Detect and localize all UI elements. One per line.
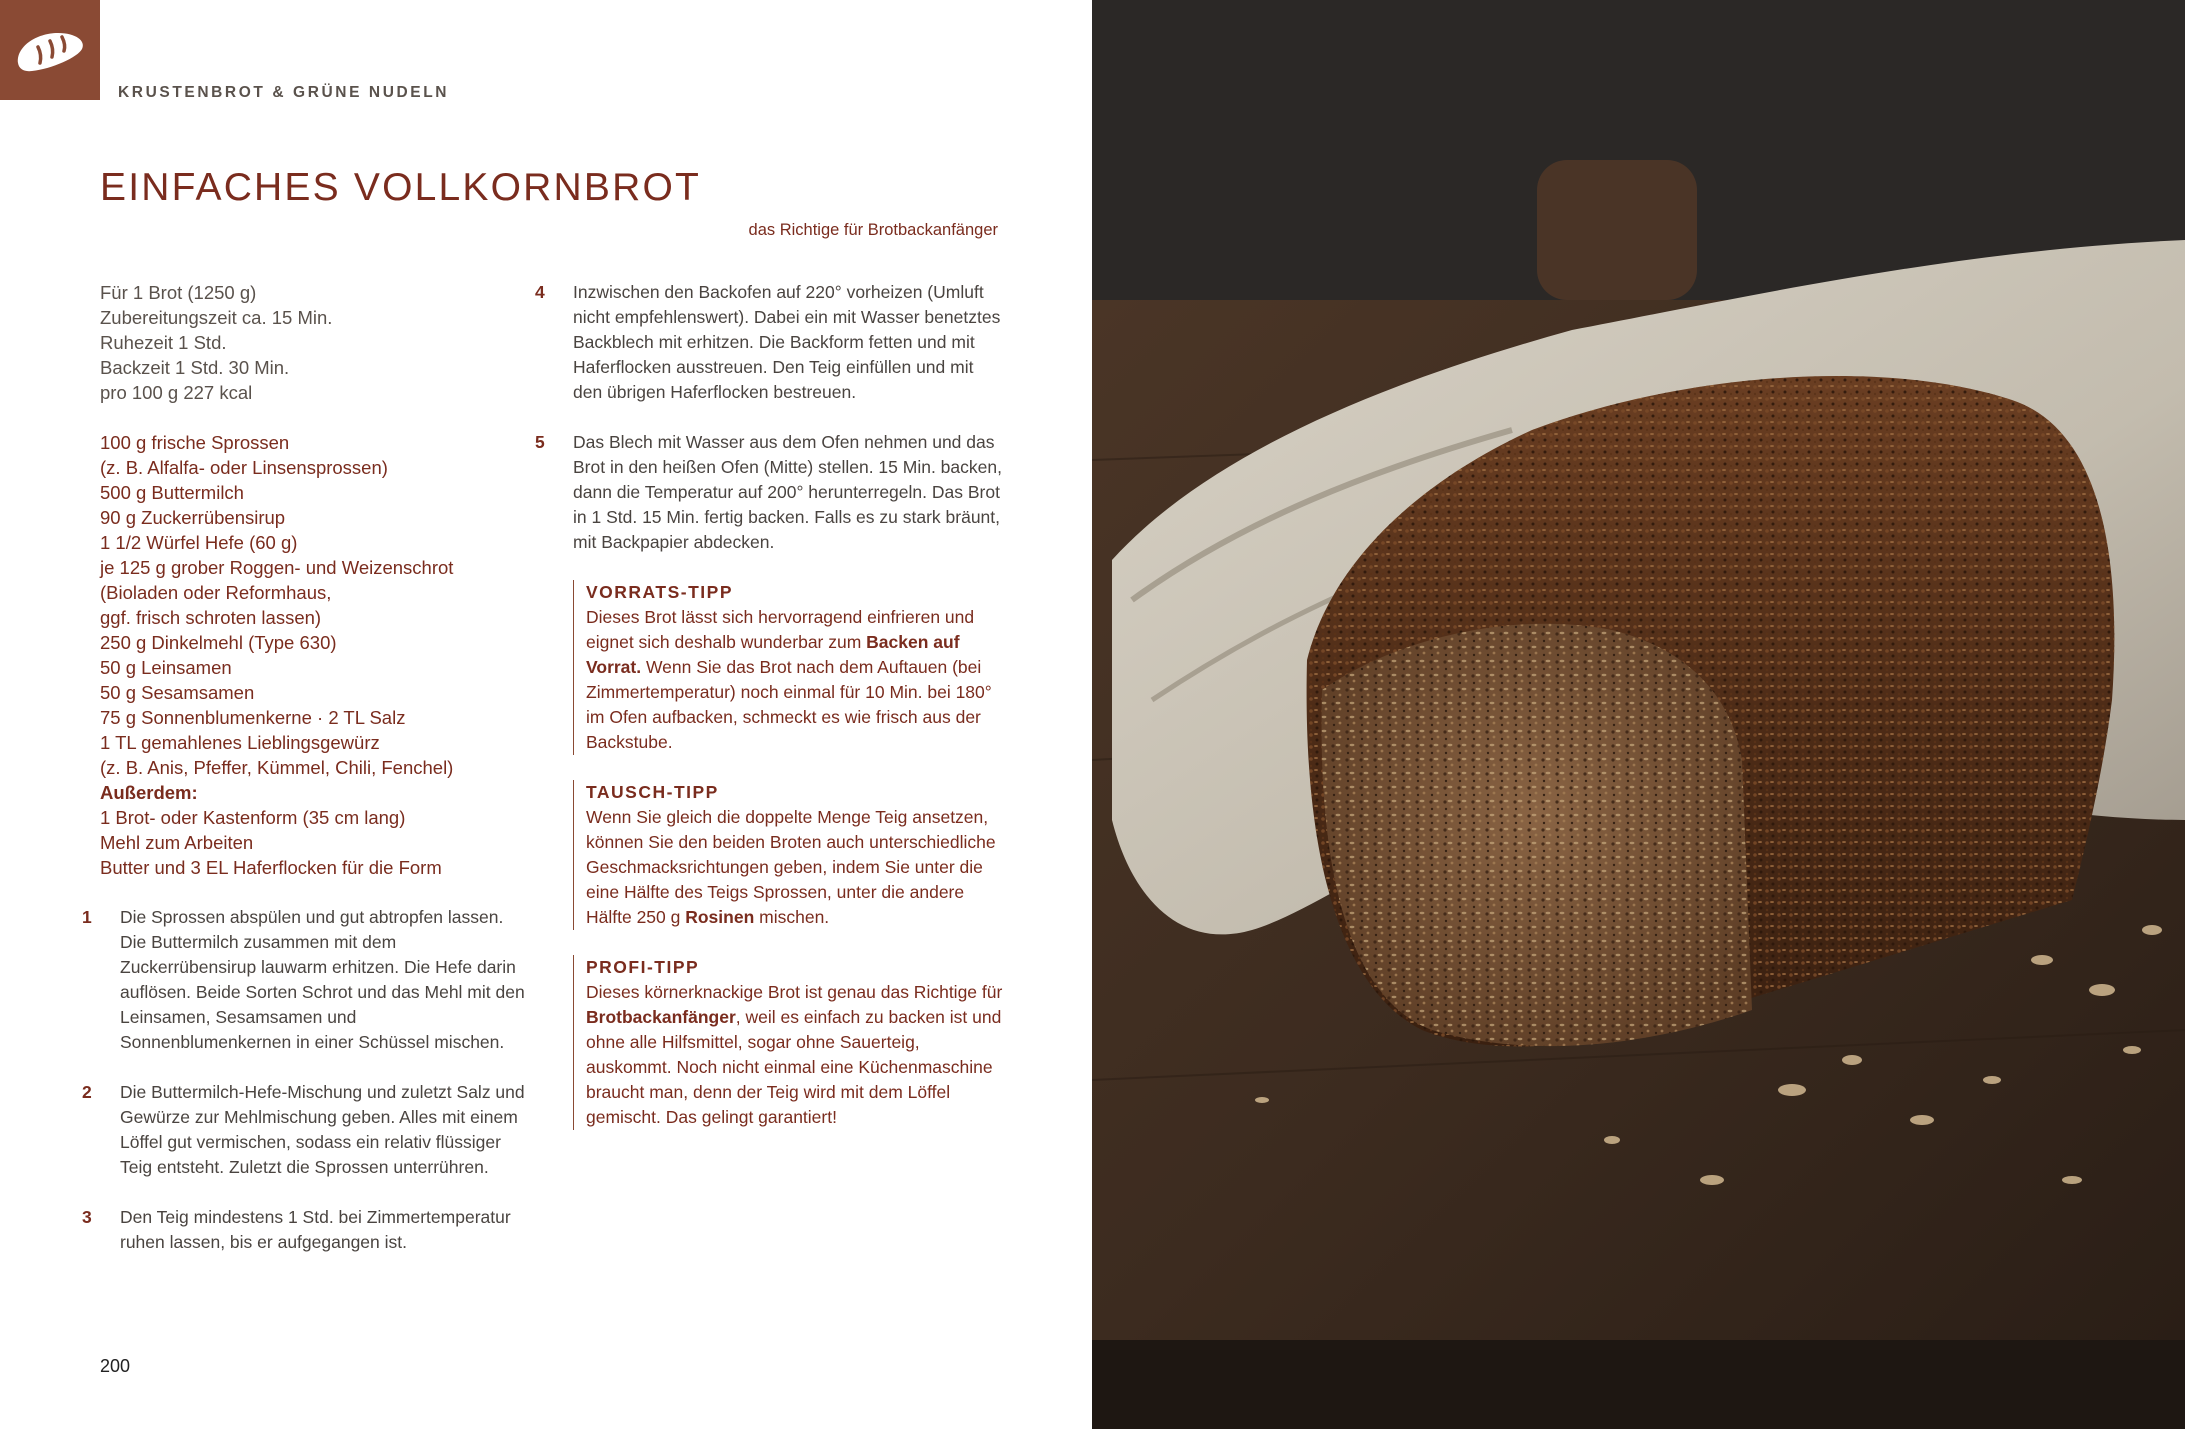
tip-tausch: [573, 780, 1005, 930]
step-5: [535, 430, 1005, 555]
ingredient-line: 250 g Dinkelmehl (Type 630): [100, 632, 337, 653]
step-text: Das Blech mit Wasser aus dem Ofen nehmen und das Brot in den heißen Ofen (Mitte) stellen. 15 Min. backen, dann die Temperatur auf 200° herunterregeln. Das Brot in 1 Std. 15 Min. fertig backen. Falls es zu stark bräunt, mit Backpapier abdecken.: [573, 432, 1002, 552]
tip-title: TAUSCH-TIPP: [586, 782, 719, 802]
step-2: [82, 1080, 530, 1180]
step-number: 4: [535, 282, 545, 302]
ingredient-line: 1 1/2 Würfel Hefe (60 g): [100, 532, 298, 553]
bread-photo: [1092, 0, 2185, 1429]
ingredient-line: (z. B. Alfalfa- oder Linsensprossen): [100, 457, 388, 478]
ingredient-line: 1 Brot- oder Kastenform (35 cm lang): [100, 807, 406, 828]
step-number: 1: [82, 907, 92, 927]
ingredient-line: Mehl zum Arbeiten: [100, 832, 254, 853]
step-number: 5: [535, 432, 545, 452]
tip-text-part: Dieses Brot lässt sich hervorragend einfrieren und eignet sich deshalb wunderbar zum: [586, 607, 975, 652]
tip-vorrats: [573, 580, 1005, 755]
meta-line: Zubereitungszeit ca. 15 Min.: [100, 307, 333, 328]
tip-title: PROFI-TIPP: [586, 957, 700, 977]
tip-title: VORRATS-TIPP: [586, 582, 733, 602]
chapter-heading: KRUSTENBROT & GRÜNE NUDELN: [118, 84, 450, 101]
page-number: 200: [100, 1356, 131, 1376]
bread-icon: [12, 25, 88, 75]
left-page: [0, 0, 1092, 1429]
tip-profi: [573, 955, 1005, 1130]
ingredient-line: (z. B. Anis, Pfeffer, Kümmel, Chili, Fenchel): [100, 757, 454, 778]
meta-line: pro 100 g 227 kcal: [100, 382, 253, 403]
recipe-meta: [100, 280, 530, 405]
tip-highlight: Brotbackanfänger: [586, 1007, 736, 1027]
step-text: Die Buttermilch-Hefe-Mischung und zuletzt Salz und Gewürze zur Mehlmischung geben. Alles mit einem Löffel gut vermischen, sodass ein relativ flüssiger Teig entsteht. Zuletzt die Sprossen unterrühren.: [120, 1082, 525, 1177]
ingredient-line: (Bioladen oder Reformhaus,: [100, 582, 332, 603]
step-4: [535, 280, 1005, 405]
meta-line: Für 1 Brot (1250 g): [100, 282, 257, 303]
step-1: [82, 905, 530, 1055]
ingredient-line: 100 g frische Sprossen: [100, 432, 290, 453]
ingredient-heading: Außerdem:: [100, 782, 198, 803]
step-number: 3: [82, 1207, 92, 1227]
ingredient-line: 1 TL gemahlenes Lieblingsgewürz: [100, 732, 380, 753]
tip-highlight: Rosinen: [685, 907, 755, 927]
step-text: Den Teig mindestens 1 Std. bei Zimmertemperatur ruhen lassen, bis er aufgegangen ist.: [120, 1207, 511, 1252]
tip-text-part: , weil es einfach zu backen ist und ohne alle Hilfsmittel, sogar ohne Sauerteig, auskommt. Noch nicht einmal eine Küchenmaschine braucht man, denn der Teig wird mit dem Löffel gemischt. Das gelingt garantiert!: [586, 1007, 1002, 1127]
ingredient-line: 75 g Sonnenblumenkerne · 2 TL Salz: [100, 707, 406, 728]
step-text: Die Sprossen abspülen und gut abtropfen lassen. Die Buttermilch zusammen mit dem Zuckerrübensirup lauwarm erhitzen. Die Hefe darin auflösen. Beide Sorten Schrot und das Mehl mit den Leinsamen, Sesamsamen und Sonnenblumenkernen in einer Schüssel mischen.: [120, 907, 525, 1052]
left-column: [82, 280, 530, 1280]
tip-highlight: Backen auf Vorrat.: [586, 632, 960, 677]
tip-text-part: Dieses körnerknackige Brot ist genau das Richtige für: [586, 982, 1003, 1002]
ingredient-line: 50 g Leinsamen: [100, 657, 232, 678]
right-column: [535, 280, 1005, 1155]
tip-text-part: Wenn Sie gleich die doppelte Menge Teig ansetzen, können Sie den beiden Broten auch unterschiedliche Geschmacksrichtungen geben, indem Sie unter die eine Hälfte des Teigs Sprossen, unter die andere Hälfte 250 g: [586, 807, 996, 927]
tip-text-part: Wenn Sie das Brot nach dem Auftauen (bei Zimmertemperatur) noch einmal für 10 Min. bei 180° im Ofen aufbacken, schmeckt es wie frisch aus der Backstube.: [586, 657, 992, 752]
ingredient-line: 50 g Sesamsamen: [100, 682, 255, 703]
meta-line: Ruhezeit 1 Std.: [100, 332, 227, 353]
ingredient-line: ggf. frisch schroten lassen): [100, 607, 322, 628]
recipe-title: EINFACHES VOLLKORNBROT: [100, 166, 702, 209]
step-text: Inzwischen den Backofen auf 220° vorheizen (Umluft nicht empfehlenswert). Dabei ein mit Wasser benetztes Backblech mit erhitzen. Die Backform fetten und mit Haferflocken ausstreuen. Den Teig einfüllen und mit den übrigen Haferflocken bestreuen.: [573, 282, 1001, 402]
chapter-logo: [0, 0, 100, 100]
recipe-subtitle: das Richtige für Brotbackanfänger: [748, 221, 998, 239]
ingredient-line: 90 g Zuckerrübensirup: [100, 507, 286, 528]
step-number: 2: [82, 1082, 92, 1102]
tip-text: [586, 980, 1005, 1130]
ingredient-line: Butter und 3 EL Haferflocken für die Form: [100, 857, 442, 878]
step-3: [82, 1205, 530, 1255]
ingredient-line: 500 g Buttermilch: [100, 482, 244, 503]
steps-left: [82, 905, 530, 1255]
ingredient-list: [100, 430, 530, 880]
tip-text: [586, 805, 1005, 930]
ingredient-line: je 125 g grober Roggen- und Weizenschrot: [100, 557, 454, 578]
tip-text: [586, 605, 1005, 755]
tip-text-part: mischen.: [754, 907, 830, 927]
meta-line: Backzeit 1 Std. 30 Min.: [100, 357, 290, 378]
